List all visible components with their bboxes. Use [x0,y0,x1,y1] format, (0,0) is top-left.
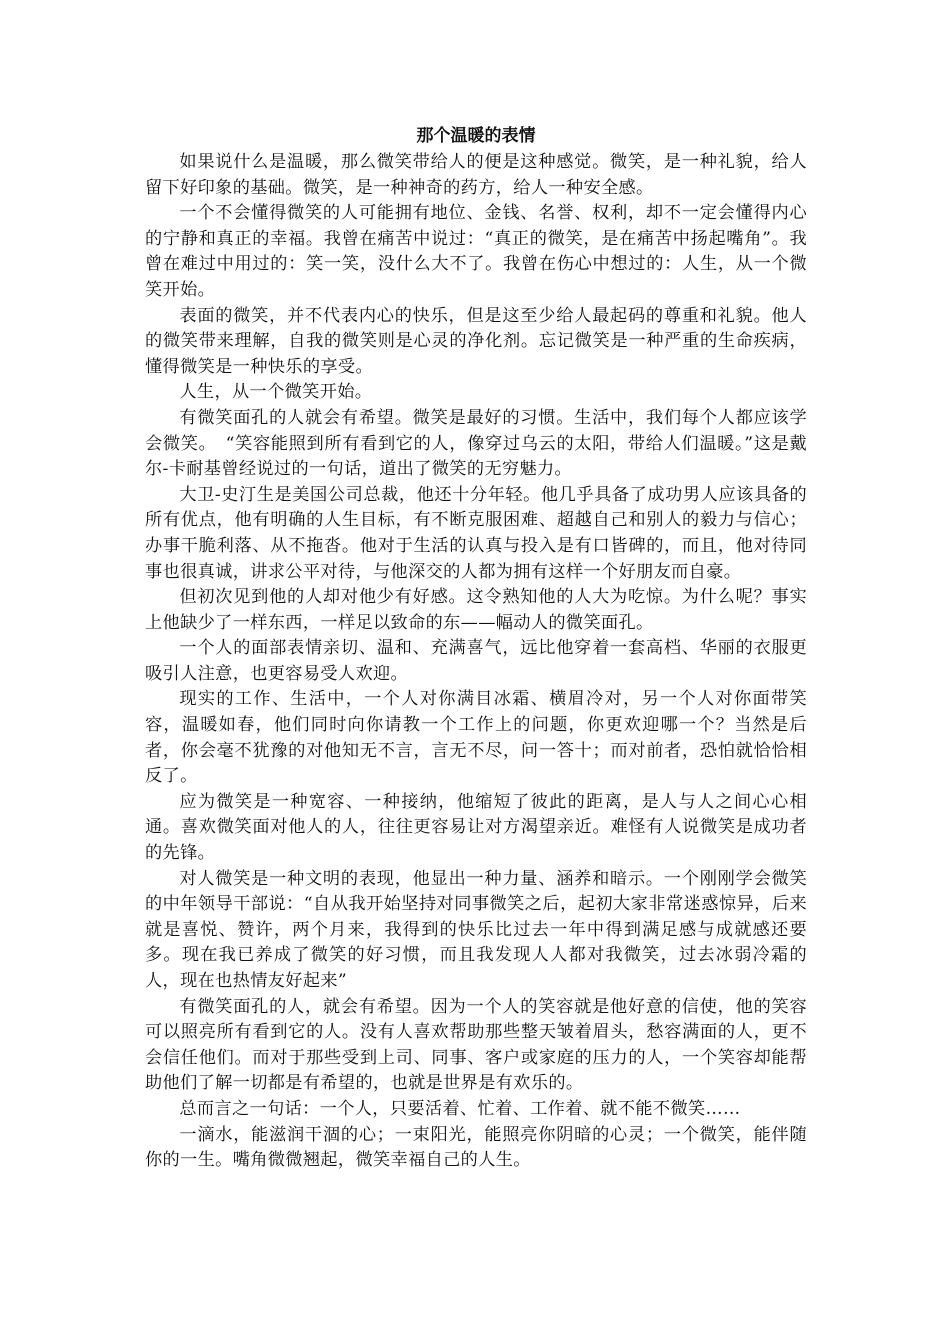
document-body [145,150,807,1174]
paragraph: 总而言之一句话：一个人，只要活着、忙着、工作着、就不能不微笑…… [179,1098,741,1119]
document-page [145,123,807,1174]
paragraph: 一滴水，能滋润干涸的心；一束阳光，能照亮你阴暗的心灵；一个微笑，能伴随你的一生。嘴角微微翘起，微笑幸福自己的人生。 [145,1124,807,1171]
paragraph: 表面的微笑，并不代表内心的快乐，但是这至少给人最起码的尊重和礼貌。他人的微笑带来理解，自我的微笑则是心灵的净化剂。忘记微笑是一种严重的生命疾病，懂得微笑是一种快乐的享受。 [145,305,807,377]
document-title: 那个温暖的表情 [416,126,536,146]
paragraph: 大卫-史汀生是美国公司总裁，他还十分年轻。他几乎具备了成功男人应该具备的所有优点，他有明确的人生目标，有不断克服困难、超越自己和别人的毅力与信心；办事干脆利落、从不拖沓。他对于生活的认真与投入是有口皆碑的，而且，他对待同事也很真诚，讲求公平对待，与他深交的人都为拥有这样一个好朋友而自豪。 [145,484,807,582]
paragraph: 人生，从一个微笑开始。 [179,382,373,403]
paragraph: 对人微笑是一种文明的表现，他显出一种力量、涵养和暗示。一个刚刚学会微笑的中年领导干部说：“自从我开始坚持对同事微笑之后，起初大家非常迷惑惊异，后来就是喜悦、赞许，两个月来，我得到的快乐比过去一年中得到满足感与成就感还要多。现在我已养成了微笑的好习惯，而且我发现人人都对我微笑，过去冰弱冷霜的人，现在也热情友好起来” [145,868,807,991]
paragraph: 现实的工作、生活中，一个人对你满目冰霜、横眉冷对，另一个人对你面带笑容，温暖如春，他们同时向你请教一个工作上的问题，你更欢迎哪一个？当然是后者，你会毫不犹豫的对他知无不言，言无不尽，问一答十；而对前者，恐怕就恰恰相反了。 [145,689,807,787]
paragraph: 但初次见到他的人却对他少有好感。这令熟知他的人大为吃惊。为什么呢？事实上他缺少了一样东西，一样足以致命的东——幅动人的微笑面孔。 [145,587,807,633]
paragraph: 一个不会懂得微笑的人可能拥有地位、金钱、名誉、权利，却不一定会懂得内心的宁静和真正的幸福。我曾在痛苦中说过：“真正的微笑，是在痛苦中扬起嘴角”。我曾在难过中用过的：笑一笑，没什么大不了。我曾在伤心中想过的：人生，从一个微笑开始。 [145,203,807,300]
paragraph: 如果说什么是温暖，那么微笑带给人的便是这种感觉。微笑，是一种礼貌，给人留下好印象的基础。微笑，是一种神奇的药方，给人一种安全感。 [145,152,807,198]
paragraph: 应为微笑是一种宽容、一种接纳，他缩短了彼此的距离，是人与人之间心心相通。喜欢微笑面对他人的人，往往更容易让对方渴望亲近。难怪有人说微笑是成功者的先锋。 [145,791,807,864]
paragraph: 有微笑面孔的人就会有希望。微笑是最好的习惯。生活中，我们每个人都应该学会微笑。 “笑容能照到所有看到它的人，像穿过乌云的太阳，带给人们温暖。”这是戴尔-卡耐基曾经说过的一句话，道出了微笑的无穷魅力。 [145,407,807,480]
paragraph: 一个人的面部表情亲切、温和、充满喜气，远比他穿着一套高档、华丽的衣服更吸引人注意，也更容易受人欢迎。 [145,638,807,684]
paragraph: 有微笑面孔的人，就会有希望。因为一个人的笑容就是他好意的信使，他的笑容可以照亮所有看到它的人。没有人喜欢帮助那些整天皱着眉头，愁容满面的人，更不会信任他们。而对于那些受到上司、同事、客户或家庭的压力的人，一个笑容却能帮助他们了解一切都是有希望的，也就是世界是有欢乐的。 [145,996,807,1094]
